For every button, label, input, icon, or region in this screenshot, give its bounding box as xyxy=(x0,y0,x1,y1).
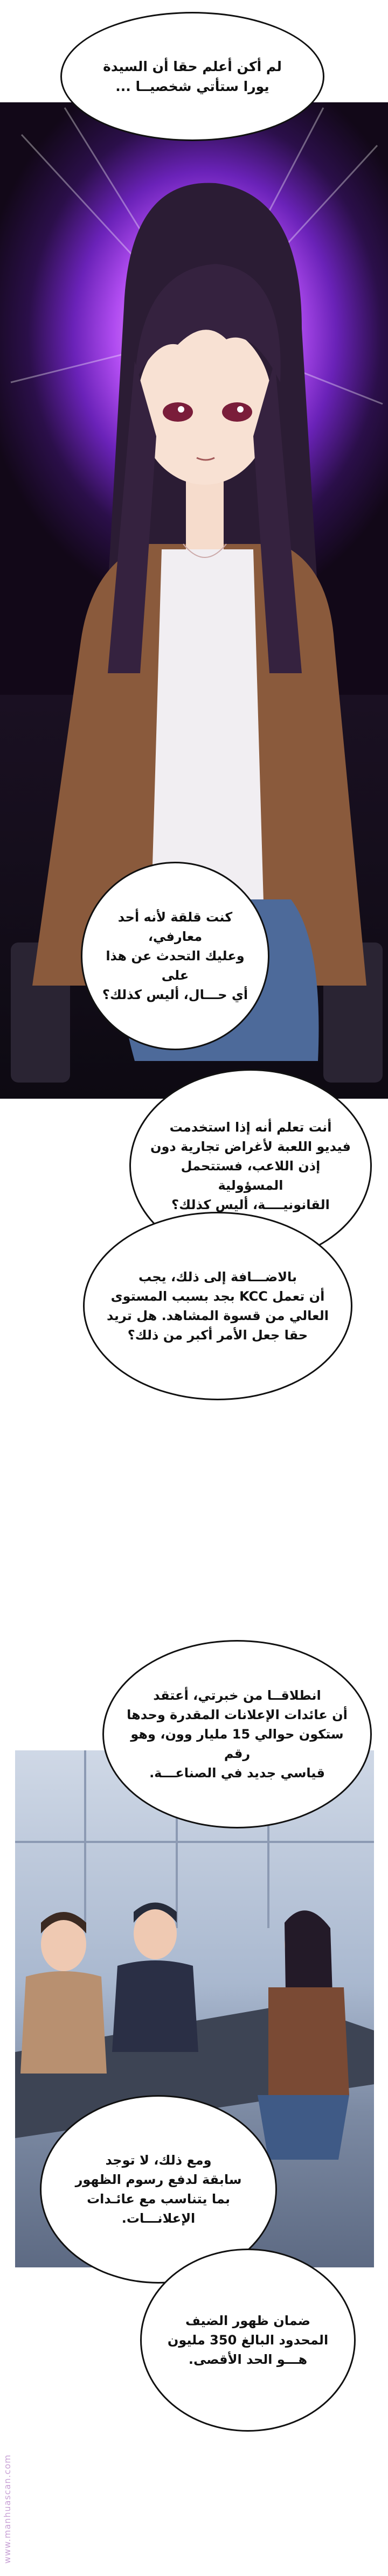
speech-bubble-2 xyxy=(81,862,269,1050)
speech-bubble-6-text: ومع ذلك، لا توجد سابقة لدفع رسوم الظهور بما يتناسب مع عائـدات الإعلانـــات. xyxy=(75,2153,242,2226)
site-watermark: www.manhuascan.com xyxy=(2,2454,12,2564)
speech-bubble-1-text: لم أكن أعلم حقا أن السيدة يورا ستأتي شخصيــا ... xyxy=(103,58,282,94)
speech-bubble-1 xyxy=(60,12,324,141)
speech-bubble-3-text: أنت تعلم أنه إذا استخدمت فيديو اللعبة لأغراض تجارية دون إذن اللاعب، فستتحمل المسؤولية القانونيــــة، أليس كذلك؟ xyxy=(150,1120,351,1212)
speech-bubble-7-text: ضمان ظهور الضيف المحدود البالغ 350 مليون هـــو الحد الأقصى. xyxy=(167,2313,329,2367)
speech-bubble-4 xyxy=(83,1212,352,1400)
speech-bubble-5-text: انطلاقــا من خبرتي، أعتقد أن عائدات الإعلانات المقدرة وحدها ستكون حوالي 15 مليار وون، وهو رقم قياسي جديد في الصناعـــة. xyxy=(127,1688,348,1781)
speech-bubble-7 xyxy=(140,2249,356,2432)
speech-bubble-5 xyxy=(102,1640,372,1828)
speech-bubble-2-text: كنت قلقة لأنه أحد معارفي، وعليك التحدث عن هذا على أي حـــال، أليس كذلك؟ xyxy=(102,910,248,1002)
speech-bubble-4-text: بالاضـــافة إلى ذلك، يجب أن تعمل KCC بجد بسبب المستوى العالي من قسوة المشاهد. هل تريد حقا جعل الأمر أكبر من ذلك؟ xyxy=(107,1269,329,1343)
